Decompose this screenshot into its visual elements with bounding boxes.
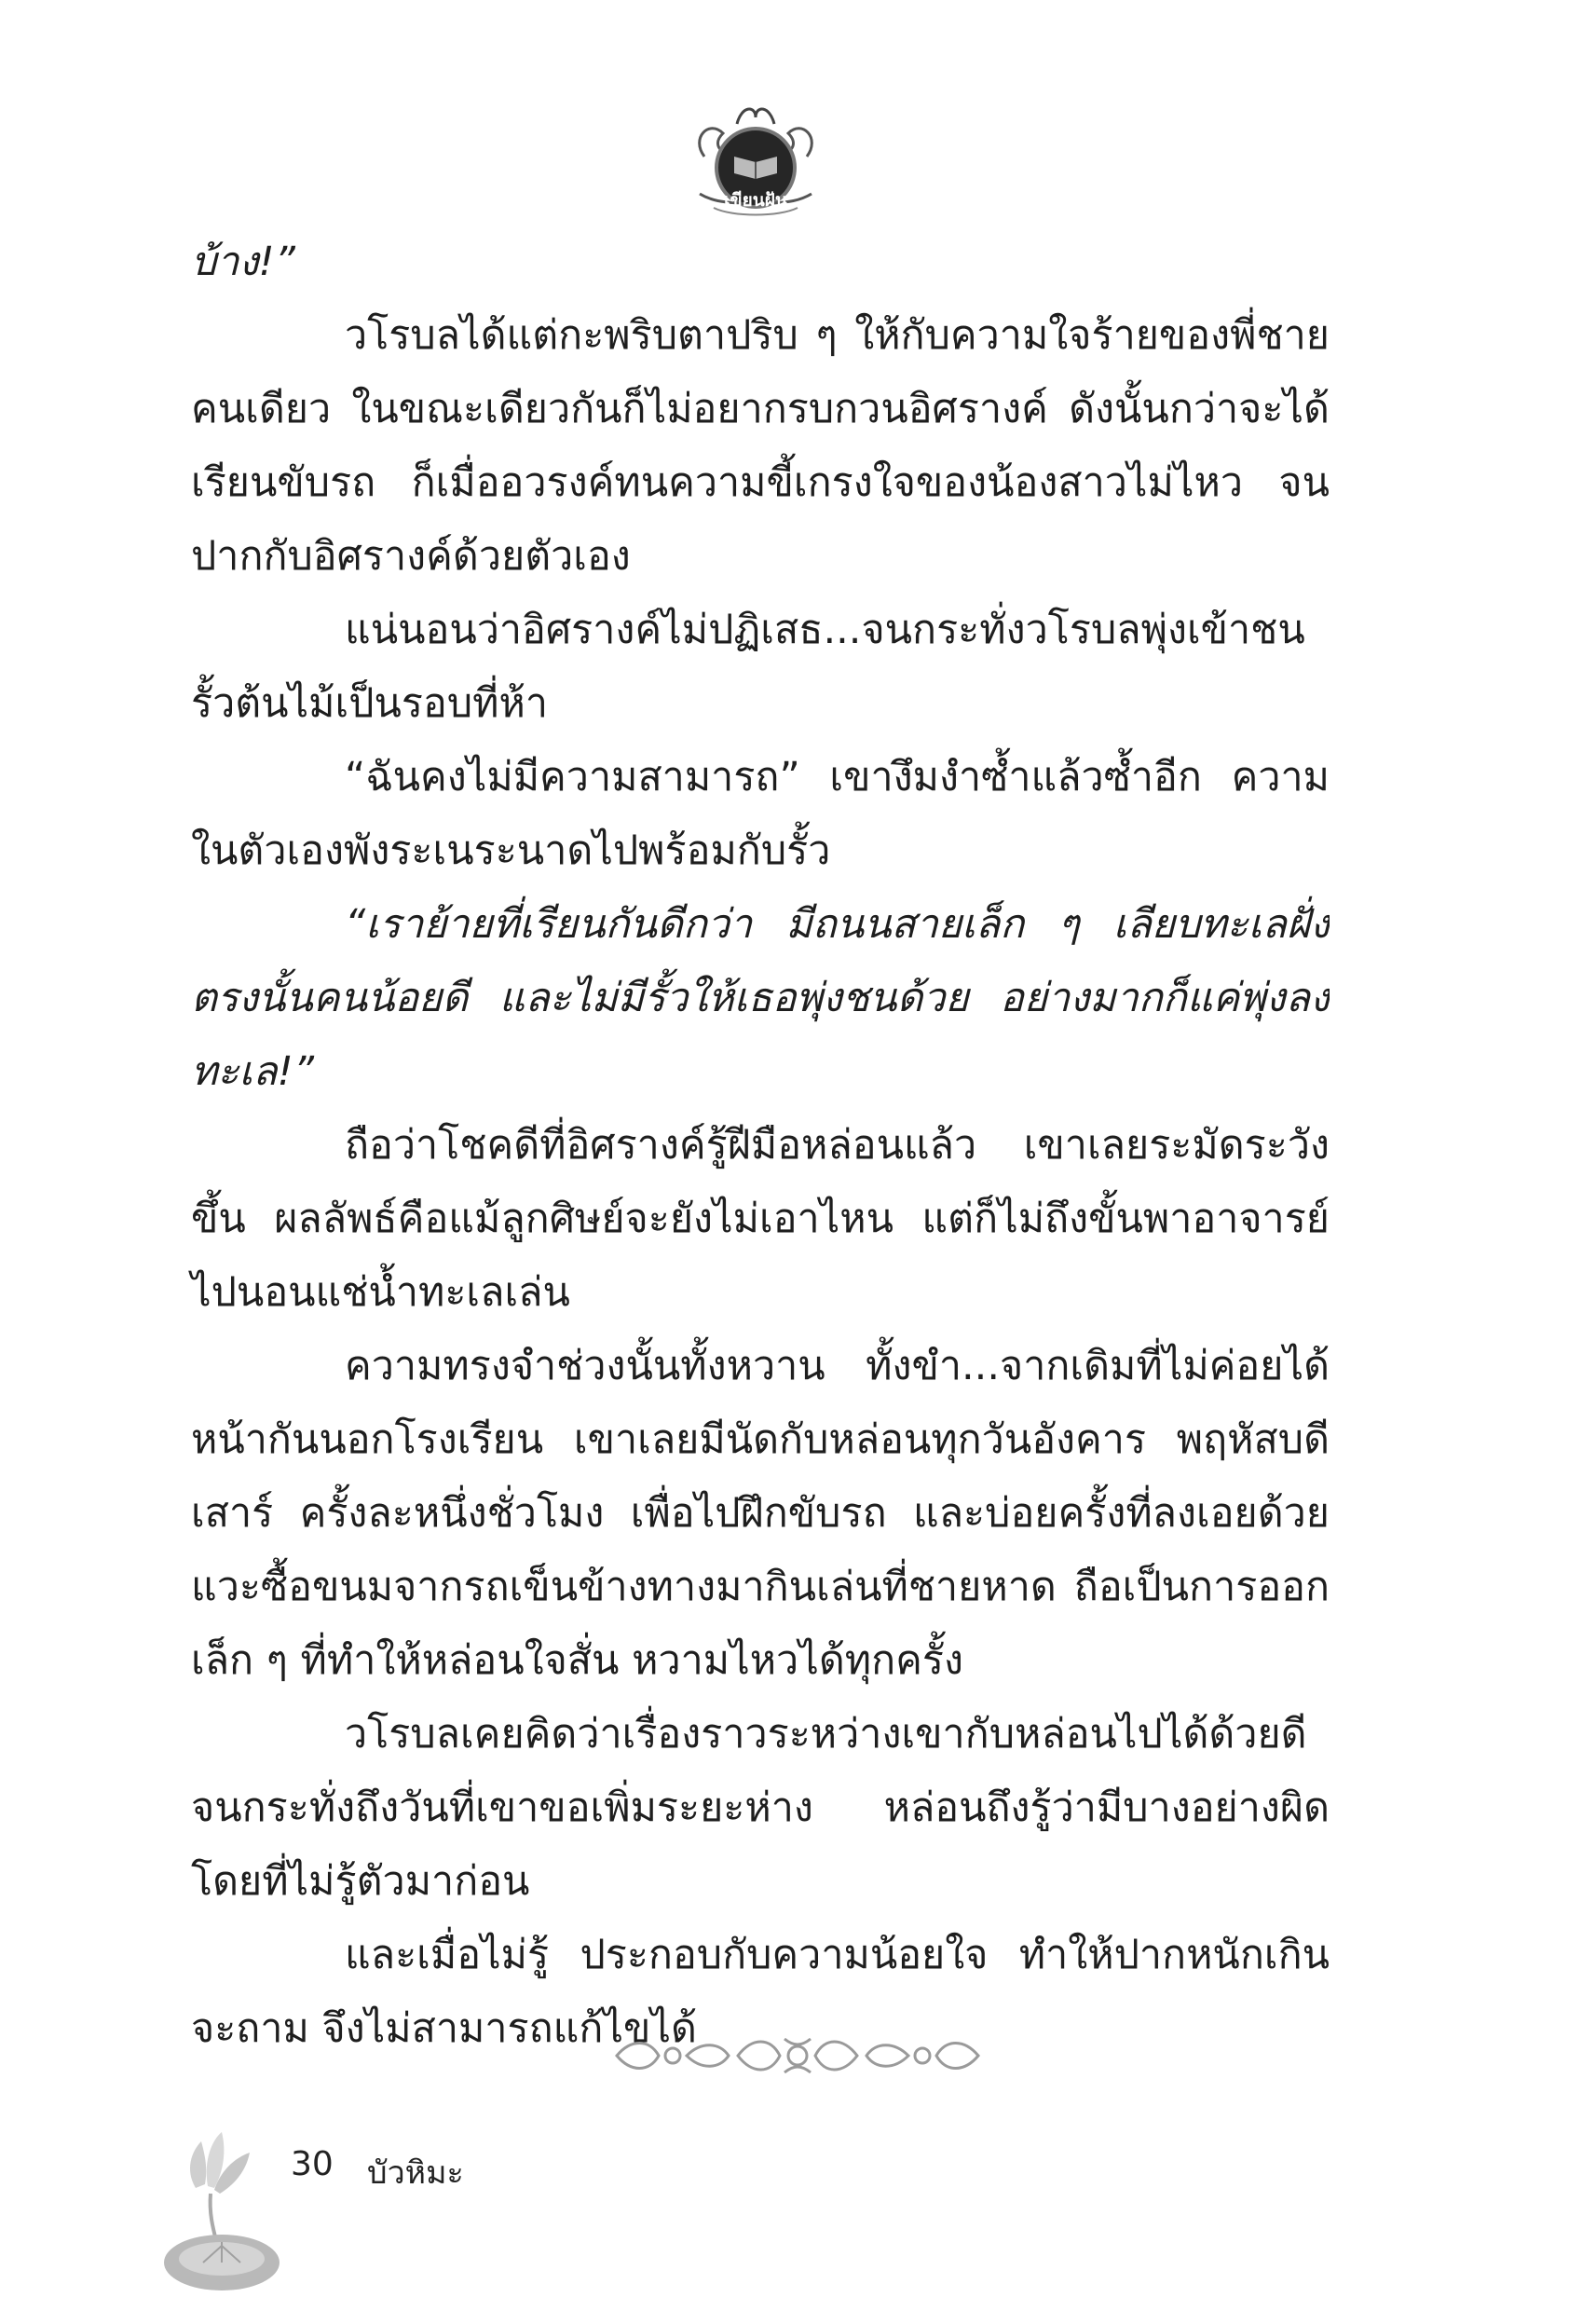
text-line: ไปนอนแช่น้ำทะเลเล่น [191,1269,570,1316]
text-line: ถือว่าโชคดีที่อิศรางค์รู้ฝีมือหล่อนแล้ว เขาเลยระมัดระวัง [345,1122,1330,1169]
lotus-icon [157,2123,280,2300]
text-line: คนเดียว ในขณะเดียวกันก็ไม่อยากรบกวนอิศรางค์ ดังนั้นกว่าจะได้ [191,386,1330,432]
book-title: บัวหิมะ [367,2154,464,2192]
header-logo [686,101,825,222]
logo-text: เขียนฝัน [724,190,787,211]
scene-break-ornament [607,2028,988,2084]
footer-lotus [157,2123,280,2300]
text-line: วโรบลได้แต่กะพริบตาปริบ ๆ ให้กับความใจร้ายของพี่ชาย [345,312,1330,359]
text-line: หน้ากันนอกโรงเรียน เขาเลยมีนัดกับหล่อนทุกวันอังคาร พฤหัสบดี [191,1416,1330,1463]
text-line: ขึ้น ผลลัพธ์คือแม้ลูกศิษย์จะยังไม่เอาไหน แต่ก็ไม่ถึงขั้นพาอาจารย์ [191,1196,1330,1242]
text-line: วโรบลเคยคิดว่าเรื่องราวระหว่างเขากับหล่อนไปได้ด้วยดี [345,1711,1307,1757]
text-line: “เราย้ายที่เรียนกันดีกว่า มีถนนสายเล็ก ๆ เลียบทะเลฝั่ง [345,901,1330,948]
text-line: จะถาม จึงไม่สามารถแก้ไขได้ [191,2005,697,2052]
text-line: ความทรงจำช่วงนั้นทั้งหวาน ทั้งขำ...จากเดิมที่ไม่ค่อยได้ [345,1343,1330,1389]
text-line: เรียนขับรถ ก็เมื่ออวรงค์ทนความขี้เกรงใจของน้องสาวไม่ไหว จน [191,459,1330,506]
text-line: แวะซื้อขนมจากรถเข็นข้างทางมากินเล่นที่ชายหาด ถือเป็นการออก [191,1564,1330,1610]
text-line: เสาร์ ครั้งละหนึ่งชั่วโมง เพื่อไปฝึกขับรถ และบ่อยครั้งที่ลงเอยด้วย [191,1490,1330,1537]
ornament-divider-icon [607,2028,988,2084]
body-text [191,226,1330,2066]
text-line: โดยที่ไม่รู้ตัวมาก่อน [191,1858,530,1905]
text-line: และเมื่อไม่รู้ ประกอบกับความน้อยใจ ทำให้ปากหนักเกิน [345,1932,1330,1978]
text-line: รั้วต้นไม้เป็นรอบที่ห้า [191,680,548,727]
text-line: แน่นอนว่าอิศรางค์ไม่ปฏิเสธ...จนกระทั่งวโรบลพุ่งเข้าชน [345,607,1305,653]
text-line: ในตัวเองพังระเนระนาดไปพร้อมกับรั้ว [191,827,831,874]
text-line: เล็ก ๆ ที่ทำให้หล่อนใจสั่น หวามไหวได้ทุกครั้ง [191,1637,963,1684]
text-line: ปากกับอิศรางค์ด้วยตัวเอง [191,533,631,580]
text-line: บ้าง!” [191,239,295,285]
text-line: จนกระทั่งถึงวันที่เขาขอเพิ่มระยะห่าง หล่อนถึงรู้ว่ามีบางอย่างผิด [191,1785,1330,1831]
text-line: ทะเล!” [191,1048,315,1095]
text-line: ตรงนั้นคนน้อยดี และไม่มีรั้วให้เธอพุ่งชนด้วย อย่างมากก็แค่พุ่งลง [191,975,1330,1021]
page-number: 30 [291,2145,334,2183]
text-line: “ฉันคงไม่มีความสามารถ” เขางึมงำซ้ำแล้วซ้ำอีก ความ [345,754,1330,800]
